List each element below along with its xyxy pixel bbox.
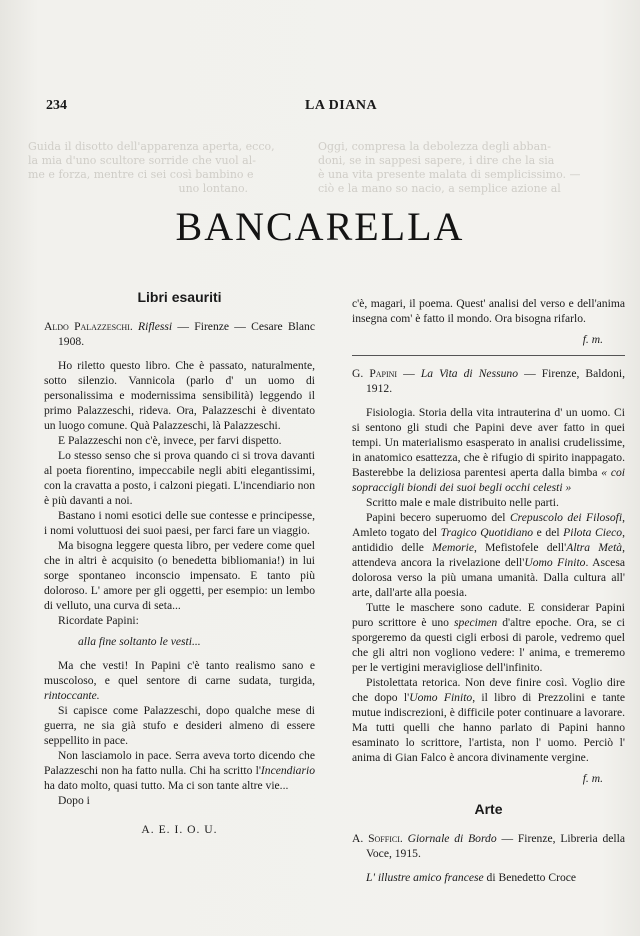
signature: f. m. — [582, 772, 603, 785]
reference-details: — Firenze, Baldoni, 1912. — [366, 367, 626, 395]
article-title: BANCARELLA — [175, 204, 465, 249]
paragraph: Ho riletto questo libro. Che è passato, naturalmente, sotto silenzio. Vannicola (parlo d' un uomo di personalissima e modernissima sensibilità) leggendo il primo Palazzeschi, rideva. Ora, Palazzeschi è diventato un luogo comune. Quà Palazzeschi, là Palazzeschi. — [44, 359, 315, 432]
bleed-through-text: Guida il disotto dell'apparenza aperta, ecco, la mia d'uno scultore sorride che vuol al- me e forza, mentre ci sei così bambino e uno lontano. — [28, 140, 275, 195]
book-reference: G. Papini — La Vita di Nessuno — Firenze, Baldoni, 1912. — [352, 367, 626, 395]
paragraph: Dopo i — [58, 794, 90, 807]
paragraph: Bastano i nomi esotici delle sue contesse e principesse, i nomi voluttuosi dei suoi paesi, per farci fare un viaggio. — [44, 509, 315, 537]
bleed-through-text: Oggi, compresa la debolezza degli abban- doni, se in sappesi sapere, i dire che la sia è una vita presente malata di semplicissimo. — ciò e la mano so nacio, a semplice azione al — [318, 140, 581, 195]
paragraph: Ma che vesti! In Papini c'è tanto realismo sano e muscoloso, e quel sentore di carne sudata, turgida, rintoccante. — [44, 659, 315, 702]
block-quote: alla fine soltanto le vesti... — [78, 635, 201, 648]
paragraph: Ma bisogna leggere questa libro, per vedere come quel che in altri è acquisito (o benedetta bibliomania!) in lui sorge spontaneo inconscio impensato. E tanto più doloroso. L' amore per gli oggetti, per esempio: un lembo di velluto, una curva di seta... — [44, 539, 315, 612]
paragraph: Papini becero superuomo del Crepuscolo dei Filosofi, Amleto togato del Tragico Quotidiano e del Pilota Cieco, antididio delle Memorie, Mefistofele dell'Altra Metà, attendeva ancora la rivelazione dell'Uomo Finito. Ascesa dolorosa verso la più umana umanità. Dalla cultura all' arte, dall'arte alla poesia. — [352, 511, 625, 599]
paragraph: L' illustre amico francese di Benedetto Croce — [366, 871, 577, 884]
paragraph: c'è, magari, il poema. Quest' analisi del verso e dell'anima insegna com' è fatto il mondo. Ora bisogna rifarlo. — [352, 297, 625, 325]
reference-author: Aldo Palazzeschi. — [44, 320, 133, 333]
signature: f. m. — [582, 333, 603, 346]
page-number: 234 — [46, 98, 67, 113]
paragraph: Fisiologia. Storia della vita intrauterina d' un uomo. Ci si sentono gli studi che Papini deve aver fatto in quei tempi. Un materialismo esasperato in analisi crudelissime, in anatomico esattezza, che è rifugio di spirito inappagato. Basterebbe la deliziosa parentesi aperta dalla bimba « coi sopraccigli biondi dei suoi begli occhi celesti » — [352, 406, 626, 494]
reference-author: A. Soffici. — [352, 832, 403, 845]
paragraph: Non lasciamolo in pace. Serra aveva torto dicendo che Palazzeschi non ha fatto nulla. Chi ha scritto l'Incendiario ha dato molto, quasi tutto. Ma ci son tante altre vie... — [44, 749, 315, 792]
paragraph: Pistolettata retorica. Non deve finire così. Voglio dire che dopo l'Uomo Finito, il libro di Prezzolini e tante mutue indiscrezioni, è difficile poter continuare a lavorare. Ma tutti quelli che hanno parlato di Papini hanno esaminato lo scrittore, l'artista, non l' uomo. Perciò l' anima di Gian Falco è ancora divinamente vergine. — [352, 676, 626, 764]
reference-author: G. Papini — [352, 367, 398, 380]
paragraph: Scritto male e male distribuito nelle parti. — [366, 496, 559, 509]
reference-book: La Vita di Nessuno — [420, 367, 518, 380]
paragraph: Si capisce come Palazzeschi, dopo qualche mese di guerra, ne sia già stufo e desideri almeno di essere seppellito in pace. — [44, 704, 315, 747]
reference-book: Riflessi — [138, 320, 173, 333]
paragraph: E Palazzeschi non c'è, invece, per farvi dispetto. — [58, 434, 282, 447]
left-column — [44, 286, 315, 837]
reference-details: — Firenze, Libreria della Voce, 1915. — [366, 832, 625, 860]
paragraph: Ricordate Papini: — [58, 614, 139, 627]
signature: A. E. I. O. U. — [141, 823, 218, 836]
reference-book: Giornale di Bordo — [407, 832, 497, 845]
paragraph: Lo stesso senso che si prova quando ci si trova davanti al poeta fiorentino, impeccabile negli abiti elegantissimi, con la cravatta a posto, i calzoni piegati. L'incendiario non è più davanti a noi. — [44, 449, 315, 507]
paragraph: Tutte le maschere sono cadute. E considerar Papini puro scrittore è uno specimen d'altre epoche. Ora, se ci sporgeremo da questi cigli erbosi di parole, vedremo quel che gli altri non vogliono vedere: l' anima, e tremeremo per le vertigini meravigliose dell'infinito. — [352, 601, 625, 674]
right-column — [352, 296, 625, 885]
book-reference — [352, 831, 625, 861]
section-title: Libri esauriti — [137, 289, 222, 305]
reference-details: — Firenze — Cesare Blanc 1908. — [58, 320, 315, 348]
divider — [352, 355, 625, 356]
section-title: Arte — [474, 801, 503, 817]
book-reference — [44, 319, 315, 349]
journal-title: LA DIANA — [305, 98, 378, 113]
